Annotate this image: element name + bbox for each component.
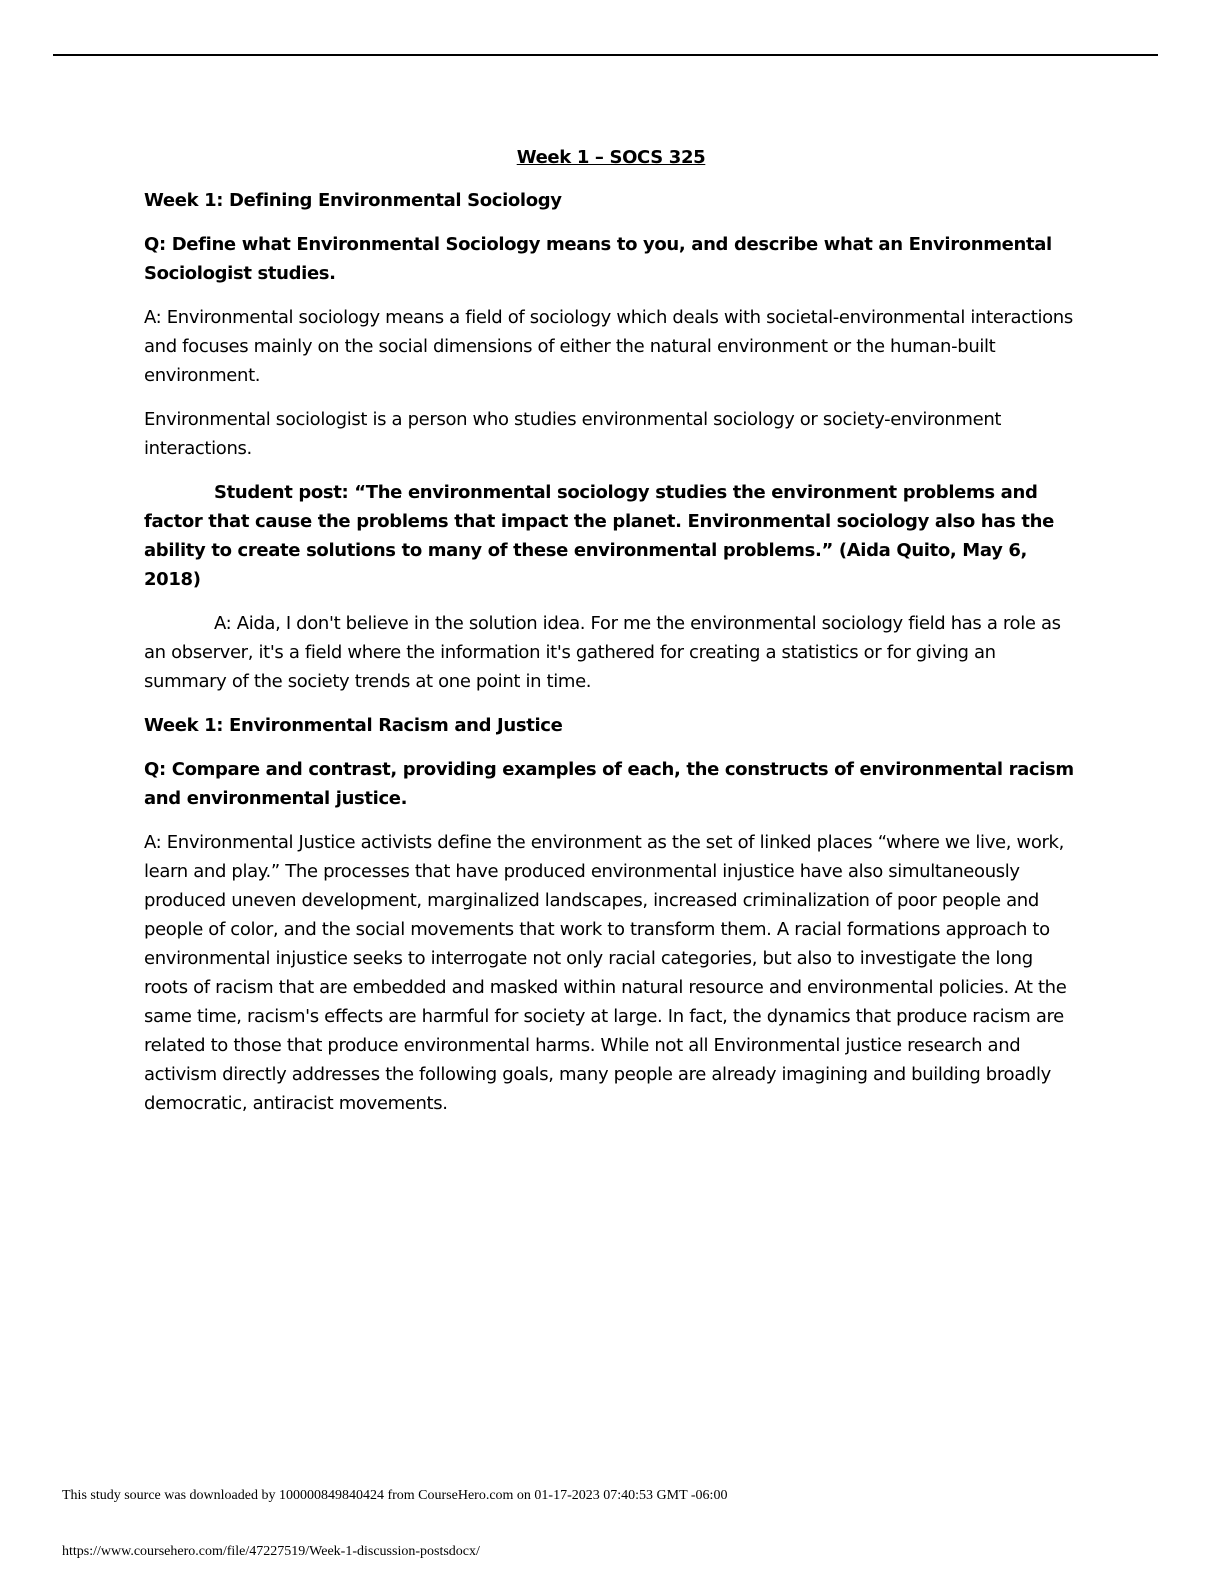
question-1: Q: Define what Environmental Sociology means to you, and describe what an Environmental Sociologist studies. xyxy=(144,234,1052,284)
section-heading-2: Week 1: Environmental Racism and Justice xyxy=(144,715,563,736)
section-heading-1: Week 1: Defining Environmental Sociology xyxy=(144,190,562,211)
reply-to-student: A: Aida, I don't believe in the solution idea. For me the environmental sociology field has a role as an observer, it's a field where the information it's gathered for creating a statistics or for giving an summary of the society trends at one point in time. xyxy=(144,613,1061,692)
footer-source-note: This study source was downloaded by 100000849840424 from CourseHero.com on 01-17-2023 07:40:53 GMT -06:00 xyxy=(62,1488,728,1503)
answer-1-paragraph-1: A: Environmental sociology means a field of sociology which deals with societal-environmental interactions and focuses mainly on the social dimensions of either the natural environment or the human-built environment. xyxy=(144,307,1073,386)
document-body xyxy=(144,143,1074,1133)
student-post: Student post: “The environmental sociology studies the environment problems and factor that cause the problems that impact the planet. Environmental sociology also has the ability to create solutions to many of these environmental problems.” (Aida Quito, May 6, 2018) xyxy=(144,482,1054,590)
header-rule xyxy=(53,54,1158,56)
footer-url[interactable]: https://www.coursehero.com/file/47227519/Week-1-discussion-postsdocx/ xyxy=(62,1544,480,1559)
answer-2: A: Environmental Justice activists define the environment as the set of linked places “where we live, work, learn and play.” The processes that have produced environmental injustice have also simultaneously produced uneven development, marginalized landscapes, increased criminalization of poor people and people of color, and the social movements that work to transform them. A racial formations approach to environmental injustice seeks to interrogate not only racial categories, but also to investigate the long roots of racism that are embedded and masked within natural resource and environmental policies. At the same time, racism's effects are harmful for society at large. In fact, the dynamics that produce racism are related to those that produce environmental harms. While not all Environmental justice research and activism directly addresses the following goals, many people are already imagining and building broadly democratic, antiracist movements. xyxy=(144,832,1067,1114)
answer-1-paragraph-2: Environmental sociologist is a person who studies environmental sociology or society-environment interactions. xyxy=(144,409,1002,459)
document-title: Week 1 – SOCS 325 xyxy=(516,147,706,168)
question-2: Q: Compare and contrast, providing examples of each, the constructs of environmental racism and environmental justice. xyxy=(144,759,1074,809)
